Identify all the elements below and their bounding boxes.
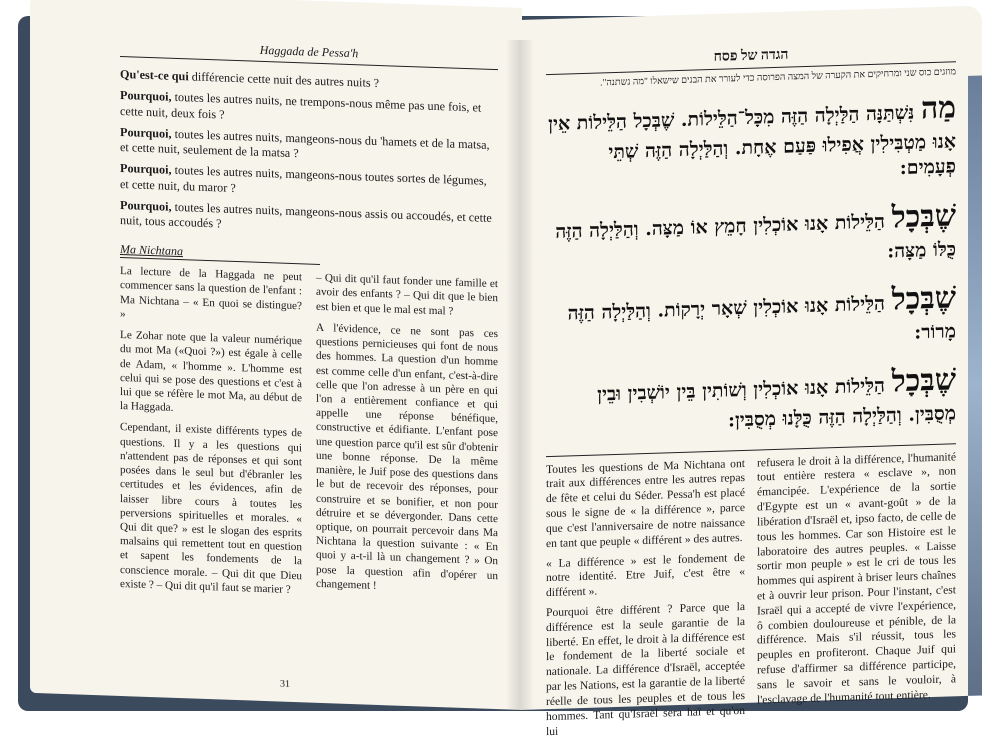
paragraph: Le Zohar note que la valeur numérique du mot Ma («Quoi ?») est égale à celle de Adam, « l'homme ». L'homme est celui qui se pose des questions et c'est à lui que se réfère le mot Ma, au début de la Haggada. <box>120 329 302 415</box>
page-number: 31 <box>280 678 290 690</box>
paragraph: Cependant, il existe différents types de questions. Il y a les questions qui n'attendent pas de réponses et qui sont posées dans le seul but d'ébranler les certitudes et les évidences, afin de laisser libre cours à toutes les perversions spirituelles et morales. « Qui dit que? » est le slogan des esprits malsains qui remettent tout en question et sapent les fondements de la conscience morale. – Qui dit que Dieu existe ? – Qui dit qu'il faut se marier ? <box>120 421 302 596</box>
hebrew-text <box>546 89 956 440</box>
paragraph: A l'évidence, ce ne sont pas ces questions pernicieuses qui font de nous des hommes. La question d'un homme est comme celle d'un enfant, c'est-à-dire celle que l'on adresse à un père en qui l'on a entièrement confiance et qui appelle une réponse bénéfique, constructive et édifiante. L'enfant pose une question parce qu'il est sûr d'obtenir une bonne réponse. De la même manière, le Juif pose des questions dans le but de recevoir des réponses, pour construire et se bonifier, et non pour détruire et se dévergonder. Dans cette optique, on pourrait percevoir dans Ma Nichtana la question suivante : « En quoi y a-t-il là un changement ? » On pose la question afin d'opérer un changement ! <box>316 321 498 592</box>
commentary-column-3 <box>546 456 745 744</box>
paragraph: refusera le droit à la différence, l'humanité tout entière restera « esclave », non émancipée. L'expérience de la sortie d'Egypte est un « avant-goût » de la libération d'Israël et, ipso facto, de celle de tous les hommes. Car son Histoire est le laboratoire des autres peuples. « Laisse sortir mon peuple » est le cri de tous les hommes qui aspirent à briser leurs chaînes et à ouvrir leur prison. Pour l'instant, c'est Israël qui a accepté de vivre l'expérience, ô combien douloureuse et pénible, de la différence. Mais s'il réussit, tous les peuples en profiteront. Chaque Juif qui refuse d'affirmer sa différence participe, sans le savoir et sans le vouloir, à l'esclavage de l'humanité tout entière. <box>757 449 956 707</box>
commentary-columns-right <box>546 450 956 745</box>
running-head-left: Haggada de Pessa'h <box>120 0 498 70</box>
paragraph: La lecture de la Haggada ne peut commencer sans la question de l'enfant : Ma Nichtana – « En quoi se distingue? » <box>120 265 302 321</box>
hebrew-instruction: מוזגים כוס שני ומרחיקים את הקערה של המצה הפרוסה כדי לעורר את הבנים שישאלו "מה נשתנה". <box>600 67 956 89</box>
right-page <box>520 5 982 738</box>
paragraph: – Qui dit qu'il faut fonder une famille et avoir des enfants ? – Qui dit que le bien est bien et que le mal est mal ? <box>316 272 498 318</box>
hebrew-question: שֶׁבְּכָל הַלֵּילוֹת אָנוּ אוֹכְלִין וְשׁוֹתִין בֵּין יוֹשְׁבִין וּבֵין מְסֻבִּין. וְהַלַּיְלָה הַזֶּה כֻּלָּנוּ מְסֻבִּין: <box>597 362 956 432</box>
paragraph: Toutes les questions de Ma Nichtana ont trait aux différences entre les autres repas de fête et celui du Séder. Pessa'h est placé sous le signe de « la différence », parce que c'est l'anniversaire de notre naissance en tant que peuple « différent » des autres. <box>546 456 745 550</box>
four-questions <box>120 67 498 241</box>
section-title: Ma Nichtana <box>120 242 320 265</box>
commentary-column-1 <box>120 264 302 604</box>
paragraph: Pourquoi être différent ? Parce que la différence est la seule garantie de la liberté. En effet, le droit à la différence est le fondement de la liberté sociale et nationale. La différence d'Israël, acceptée par les Nations, est la garantie de la liberté réelle de tous les peuples et de tous les hommes. Tant qu'Israël sera haï et qu'on lui <box>546 599 745 738</box>
question-item: Pourquoi, toutes les autres nuits, mangeons-nous assis ou accoudés, et cette nuit, tous accoudés ? <box>120 197 492 231</box>
hebrew-question: מַה נִּשְׁתַּנָּה הַלַּיְלָה הַזֶּה מִכָּל־הַלֵּילוֹת. שֶׁבְּכָל הַלֵּילוֹת אֵין אָנוּ מַטְבִּילִין אֲפִילוּ פַּעַם אֶחָת. וְהַלַּיְלָה הַזֶּה שְׁתֵּי פְעָמִים: <box>548 90 956 180</box>
running-head-right: הגדה של פסח <box>546 6 956 75</box>
commentary-columns <box>120 264 498 611</box>
hebrew-question: שֶׁבְּכָל הַלֵּילוֹת אָנוּ אוֹכְלִין שְׁאָר יְרָקוֹת. וְהַלַּיְלָה הַזֶּה מָרוֹר: <box>567 280 956 344</box>
commentary-column-2 <box>316 271 498 611</box>
left-page <box>30 0 522 710</box>
paragraph: « La différence » est le fondement de notre identité. Etre Juif, c'est être « différent ». <box>546 550 745 600</box>
question-item: Pourquoi, toutes les autres nuits, mangeons-nous du 'hamets et de la matsa, et cette nuit, seulement de la matsa ? <box>120 124 490 161</box>
commentary-column-4 <box>757 450 956 738</box>
question-item: Pourquoi, toutes les autres nuits, ne trempons-nous même pas une fois, et cette nuit, deux fois ? <box>120 88 482 122</box>
question-item: Pourquoi, toutes les autres nuits, mangeons-nous toutes sortes de légumes, et cette nuit, du maror ? <box>120 161 487 195</box>
question-item: Qu'est-ce qui différencie cette nuit des autres nuits ? <box>120 66 380 91</box>
page-edge <box>968 75 982 695</box>
hebrew-question: שֶׁבְּכָל הַלֵּילוֹת אָנוּ אוֹכְלִין חָמֵץ אוֹ מַצָּה. וְהַלַּיְלָה הַזֶּה כֻּלּוֹ מַצָּה: <box>555 198 956 263</box>
